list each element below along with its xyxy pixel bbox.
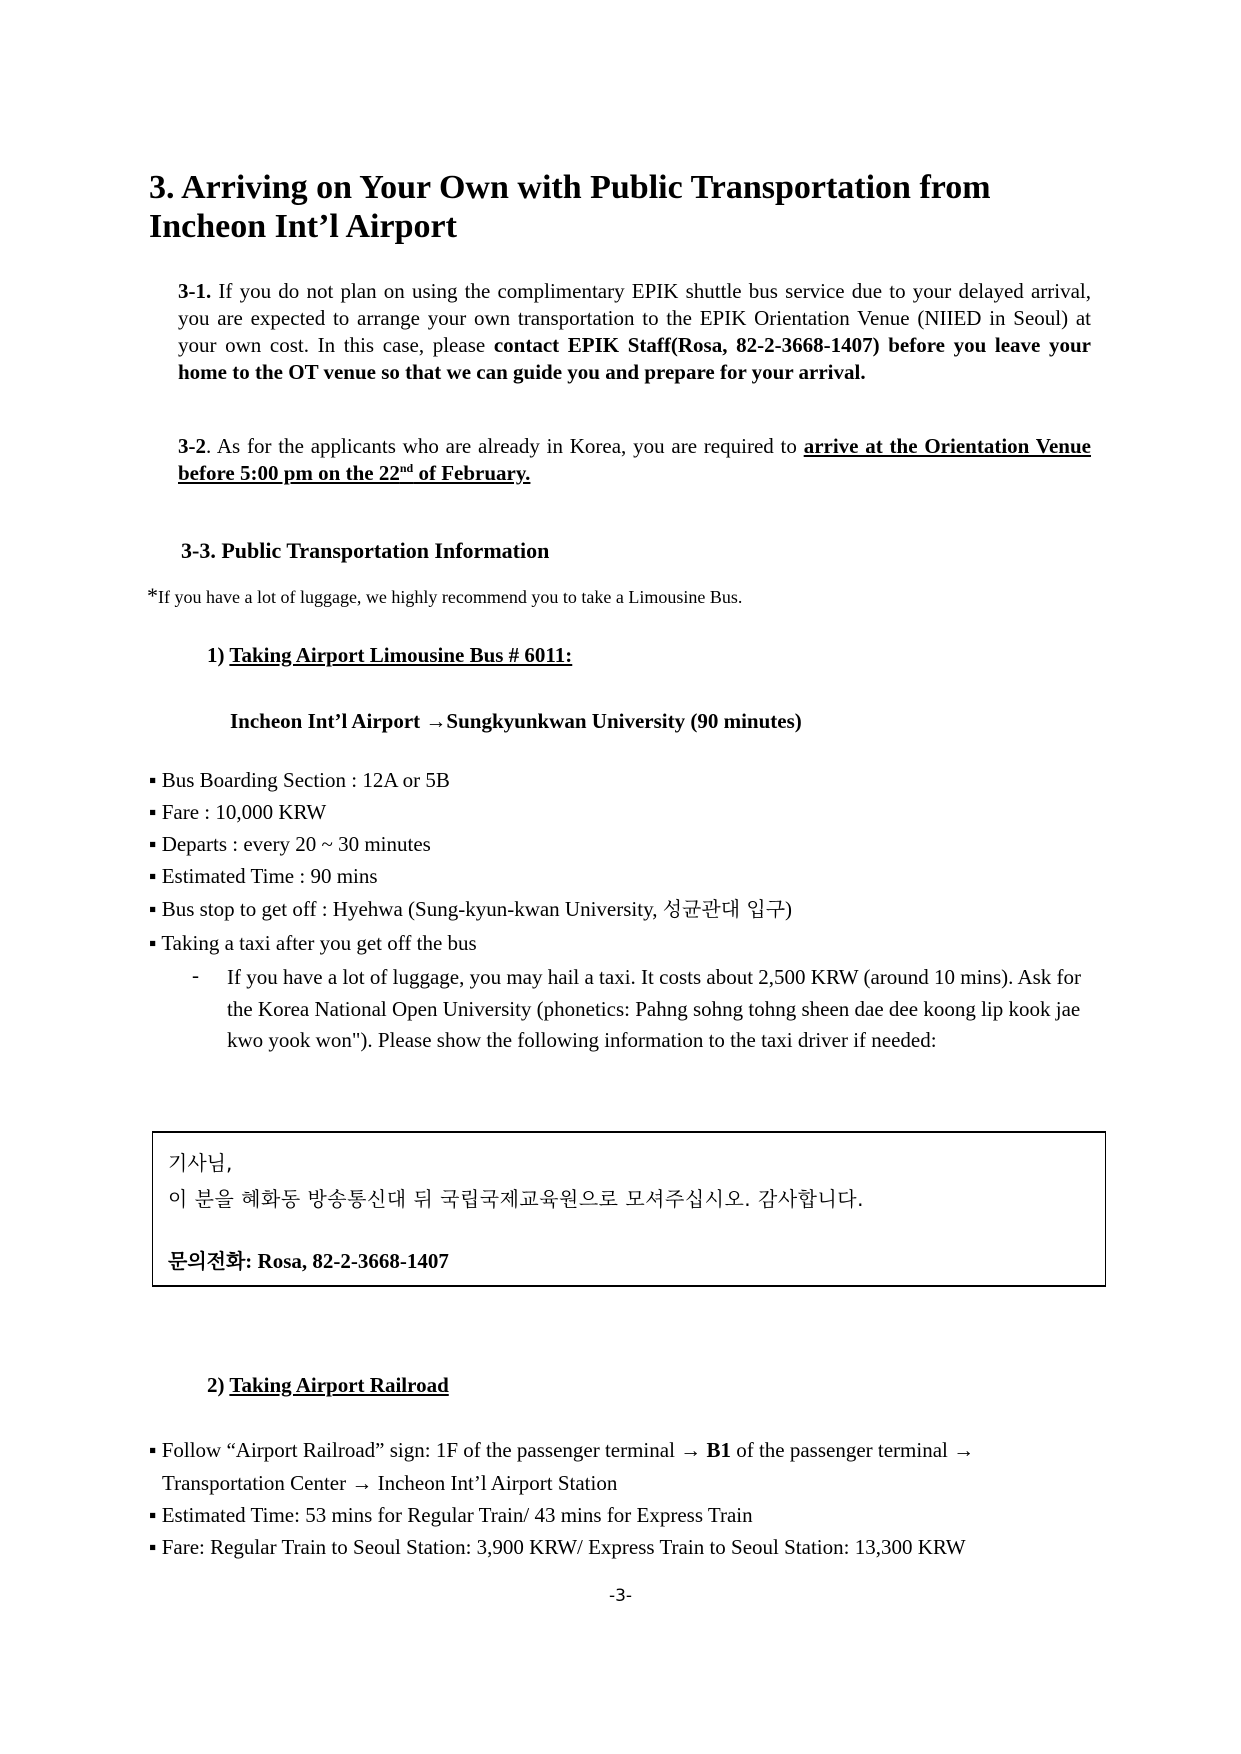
bullet-rail-directions: ▪ Follow “Airport Railroad” sign: 1F of the passenger terminal → B1 of the passenger terminal → — [149, 1438, 975, 1462]
bullet-departs: ▪ Departs : every 20 ~ 30 minutes — [149, 832, 431, 856]
taxi-instructions: If you have a lot of luggage, you may hail a taxi. It costs about 2,500 KRW (around 10 mins). Ask for the Korea National Open University (phonetics: Pahng sohng tohng sheen dae dee koong lip kook jae kwo yook won"). Please show the following information to the taxi driver if needed: — [227, 965, 1082, 1052]
rail-directions-cont: Transportation Center → Incheon Int’l Airport Station — [162, 1471, 618, 1495]
bullet-time: ▪ Estimated Time : 90 mins — [149, 864, 378, 888]
dash-marker: - — [192, 963, 199, 987]
paragraph-3-1: 3-1. If you do not plan on using the complimentary EPIK shuttle bus service due to your delayed arrival, you are expected to arrange your own transportation to the EPIK Orientation Venue (NIIED in Seoul) at your own cost. In this case, please contact EPIK Staff(Rosa, 82-2-3668-1407) before you leave your home to the OT venue so that we can guide you and prepare for your arrival. — [178, 279, 1091, 384]
taxi-driver-note-box — [152, 1131, 1106, 1287]
page-number: -3- — [608, 1586, 633, 1606]
paragraph-3-2: 3-2. As for the applicants who are already in Korea, you are required to arrive at the Orientation Venue before 5:00 pm on the 22nd of February. — [178, 434, 1091, 485]
deadline: arrive at the Orientation Venue before 5:00 pm on the 22nd of February. — [178, 434, 1091, 485]
bus-heading: 1) Taking Airport Limousine Bus # 6011: — [207, 643, 573, 667]
contact-phone: 문의전화: Rosa, 82-2-3668-1407 — [168, 1249, 449, 1273]
bullet-boarding: ▪ Bus Boarding Section : 12A or 5B — [149, 768, 450, 792]
luggage-note: *If you have a lot of luggage, we highly recommend you to take a Limousine Bus. — [147, 583, 743, 608]
destination-request: 이 분을 혜화동 방송통신대 뒤 국립국제교육원으로 모셔주십시오. 감사합니다. — [168, 1187, 864, 1211]
bullet-rail-fare: ▪ Fare: Regular Train to Seoul Station: 3,900 KRW/ Express Train to Seoul Station: 13,300 KRW — [149, 1535, 966, 1559]
bullet-rail-time: ▪ Estimated Time: 53 mins for Regular Train/ 43 mins for Express Train — [149, 1503, 753, 1527]
section-title: 3. Arriving on Your Own with Public Transportation from Incheon Int’l Airport — [149, 169, 991, 245]
bullet-fare: ▪ Fare : 10,000 KRW — [149, 800, 327, 824]
bus-route: Incheon Int’l Airport →Sungkyunkwan University (90 minutes) — [230, 709, 802, 733]
subsection-heading: 3-3. Public Transportation Information — [181, 538, 550, 563]
greeting: 기사님, — [168, 1151, 233, 1175]
bullet-bus-stop: ▪ Bus stop to get off : Hyehwa (Sung-kyun-kwan University, 성균관대 입구) — [149, 897, 793, 921]
rail-heading: 2) Taking Airport Railroad — [207, 1373, 449, 1397]
bullet-taxi: ▪ Taking a taxi after you get off the bus — [149, 931, 477, 955]
